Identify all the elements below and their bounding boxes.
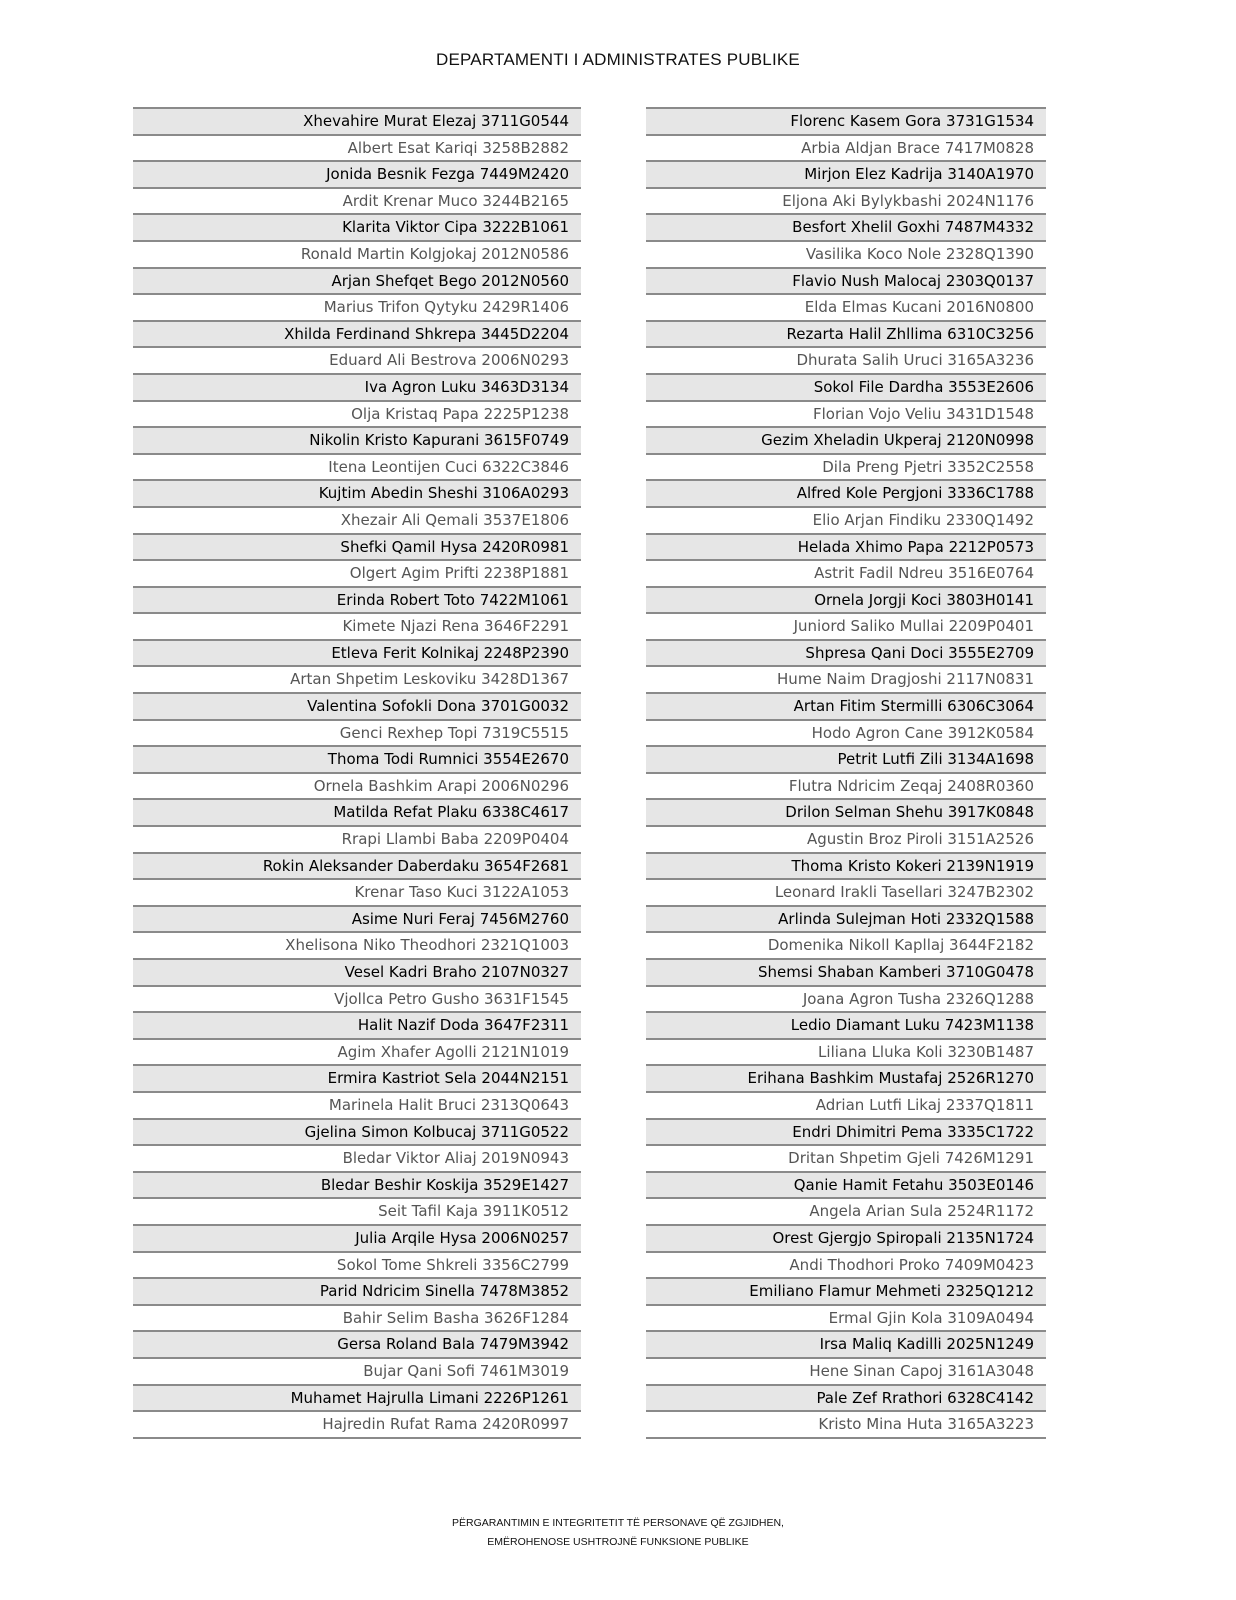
- list-item: Kristo Mina Huta 3165A3223: [646, 1410, 1046, 1437]
- list-item: Xhezair Ali Qemali 3537E1806: [133, 506, 581, 533]
- footer: [0, 1514, 1236, 1552]
- list-item: Genci Rexhep Topi 7319C5515: [133, 719, 581, 746]
- list-item: Dhurata Salih Uruci 3165A3236: [646, 346, 1046, 373]
- list-item: Drilon Selman Shehu 3917K0848: [646, 798, 1046, 825]
- list-item: Vasilika Koco Nole 2328Q1390: [646, 240, 1046, 267]
- list-item: Artan Shpetim Leskoviku 3428D1367: [133, 665, 581, 692]
- list-item: Elda Elmas Kucani 2016N0800: [646, 293, 1046, 320]
- footer-line-2: EMËROHENOSE USHTROJNË FUNKSIONE PUBLIKE: [487, 1536, 749, 1548]
- list-item: Dritan Shpetim Gjeli 7426M1291: [646, 1144, 1046, 1171]
- list-item: Olgert Agim Prifti 2238P1881: [133, 559, 581, 586]
- list-item: Hodo Agron Cane 3912K0584: [646, 719, 1046, 746]
- list-item: Ermal Gjin Kola 3109A0494: [646, 1304, 1046, 1331]
- list-item: Thoma Kristo Kokeri 2139N1919: [646, 852, 1046, 879]
- list-item: Qanie Hamit Fetahu 3503E0146: [646, 1171, 1046, 1198]
- list-item: Kimete Njazi Rena 3646F2291: [133, 612, 581, 639]
- list-item: Leonard Irakli Tasellari 3247B2302: [646, 878, 1046, 905]
- list-item: Rrapi Llambi Baba 2209P0404: [133, 825, 581, 852]
- list-item: Agustin Broz Piroli 3151A2526: [646, 825, 1046, 852]
- list-item: Erihana Bashkim Mustafaj 2526R1270: [646, 1064, 1046, 1091]
- list-item: Klarita Viktor Cipa 3222B1061: [133, 213, 581, 240]
- list-item: Elio Arjan Findiku 2330Q1492: [646, 506, 1046, 533]
- list-item: Vesel Kadri Braho 2107N0327: [133, 958, 581, 985]
- list-item: Valentina Sofokli Dona 3701G0032: [133, 692, 581, 719]
- list-item: Marinela Halit Bruci 2313Q0643: [133, 1091, 581, 1118]
- list-item: Hene Sinan Capoj 3161A3048: [646, 1357, 1046, 1384]
- list-item: Flavio Nush Malocaj 2303Q0137: [646, 267, 1046, 294]
- list-item: Gersa Roland Bala 7479M3942: [133, 1330, 581, 1357]
- list-item: Xhelisona Niko Theodhori 2321Q1003: [133, 931, 581, 958]
- list-item: Domenika Nikoll Kapllaj 3644F2182: [646, 931, 1046, 958]
- list-item: Eduard Ali Bestrova 2006N0293: [133, 346, 581, 373]
- list-item: Ermira Kastriot Sela 2044N2151: [133, 1064, 581, 1091]
- column-bottom-rule: [646, 1437, 1046, 1439]
- column-bottom-rule: [133, 1437, 581, 1439]
- list-item: Ornela Bashkim Arapi 2006N0296: [133, 772, 581, 799]
- list-item: Shefki Qamil Hysa 2420R0981: [133, 533, 581, 560]
- list-item: Olja Kristaq Papa 2225P1238: [133, 400, 581, 427]
- footer-line-1: PËRGARANTIMIN E INTEGRITETIT TË PERSONAVE QË ZGJIDHEN,: [452, 1517, 784, 1529]
- list-item: Krenar Taso Kuci 3122A1053: [133, 878, 581, 905]
- list-item: Gezim Xheladin Ukperaj 2120N0998: [646, 426, 1046, 453]
- list-item: Joana Agron Tusha 2326Q1288: [646, 985, 1046, 1012]
- list-item: Endri Dhimitri Pema 3335C1722: [646, 1118, 1046, 1145]
- list-item: Thoma Todi Rumnici 3554E2670: [133, 745, 581, 772]
- list-item: Iva Agron Luku 3463D3134: [133, 373, 581, 400]
- list-item: Arjan Shefqet Bego 2012N0560: [133, 267, 581, 294]
- list-item: Vjollca Petro Gusho 3631F1545: [133, 985, 581, 1012]
- list-item: Helada Xhimo Papa 2212P0573: [646, 533, 1046, 560]
- list-item: Shemsi Shaban Kamberi 3710G0478: [646, 958, 1046, 985]
- list-item: Pale Zef Rrathori 6328C4142: [646, 1384, 1046, 1411]
- list-item: Andi Thodhori Proko 7409M0423: [646, 1251, 1046, 1278]
- list-item: Ornela Jorgji Koci 3803H0141: [646, 586, 1046, 613]
- list-item: Erinda Robert Toto 7422M1061: [133, 586, 581, 613]
- list-item: Ronald Martin Kolgjokaj 2012N0586: [133, 240, 581, 267]
- list-item: Julia Arqile Hysa 2006N0257: [133, 1224, 581, 1251]
- list-item: Parid Ndricim Sinella 7478M3852: [133, 1277, 581, 1304]
- list-item: Eljona Aki Bylykbashi 2024N1176: [646, 187, 1046, 214]
- page-title: DEPARTAMENTI I ADMINISTRATES PUBLIKE: [436, 50, 800, 69]
- list-item: Orest Gjergjo Spiropali 2135N1724: [646, 1224, 1046, 1251]
- list-item: Adrian Lutfi Likaj 2337Q1811: [646, 1091, 1046, 1118]
- list-item: Asime Nuri Feraj 7456M2760: [133, 905, 581, 932]
- list-item: Seit Tafil Kaja 3911K0512: [133, 1197, 581, 1224]
- list-item: Bledar Beshir Koskija 3529E1427: [133, 1171, 581, 1198]
- list-item: Dila Preng Pjetri 3352C2558: [646, 453, 1046, 480]
- list-item: Besfort Xhelil Goxhi 7487M4332: [646, 213, 1046, 240]
- list-item: Jonida Besnik Fezga 7449M2420: [133, 160, 581, 187]
- list-item: Florenc Kasem Gora 3731G1534: [646, 107, 1046, 134]
- list-item: Emiliano Flamur Mehmeti 2325Q1212: [646, 1277, 1046, 1304]
- list-item: Kujtim Abedin Sheshi 3106A0293: [133, 479, 581, 506]
- list-item: Itena Leontijen Cuci 6322C3846: [133, 453, 581, 480]
- list-item: Bujar Qani Sofi 7461M3019: [133, 1357, 581, 1384]
- list-item: Rokin Aleksander Daberdaku 3654F2681: [133, 852, 581, 879]
- list-item: Arlinda Sulejman Hoti 2332Q1588: [646, 905, 1046, 932]
- list-item: Petrit Lutfi Zili 3134A1698: [646, 745, 1046, 772]
- list-item: Albert Esat Kariqi 3258B2882: [133, 134, 581, 161]
- list-item: Halit Nazif Doda 3647F2311: [133, 1011, 581, 1038]
- list-item: Xhevahire Murat Elezaj 3711G0544: [133, 107, 581, 134]
- list-item: Angela Arian Sula 2524R1172: [646, 1197, 1046, 1224]
- list-item: Sokol Tome Shkreli 3356C2799: [133, 1251, 581, 1278]
- left-name-column: [133, 107, 581, 1439]
- list-item: Sokol File Dardha 3553E2606: [646, 373, 1046, 400]
- list-item: Flutra Ndricim Zeqaj 2408R0360: [646, 772, 1046, 799]
- list-item: Shpresa Qani Doci 3555E2709: [646, 639, 1046, 666]
- list-item: Etleva Ferit Kolnikaj 2248P2390: [133, 639, 581, 666]
- list-item: Gjelina Simon Kolbucaj 3711G0522: [133, 1118, 581, 1145]
- list-item: Arbia Aldjan Brace 7417M0828: [646, 134, 1046, 161]
- list-item: Hajredin Rufat Rama 2420R0997: [133, 1410, 581, 1437]
- list-item: Rezarta Halil Zhllima 6310C3256: [646, 320, 1046, 347]
- list-item: Xhilda Ferdinand Shkrepa 3445D2204: [133, 320, 581, 347]
- list-item: Juniord Saliko Mullai 2209P0401: [646, 612, 1046, 639]
- list-item: Bahir Selim Basha 3626F1284: [133, 1304, 581, 1331]
- list-item: Irsa Maliq Kadilli 2025N1249: [646, 1330, 1046, 1357]
- list-item: Marius Trifon Qytyku 2429R1406: [133, 293, 581, 320]
- list-item: Alfred Kole Pergjoni 3336C1788: [646, 479, 1046, 506]
- list-item: Hume Naim Dragjoshi 2117N0831: [646, 665, 1046, 692]
- list-item: Artan Fitim Stermilli 6306C3064: [646, 692, 1046, 719]
- list-item: Mirjon Elez Kadrija 3140A1970: [646, 160, 1046, 187]
- list-item: Matilda Refat Plaku 6338C4617: [133, 798, 581, 825]
- list-item: Ardit Krenar Muco 3244B2165: [133, 187, 581, 214]
- list-item: Liliana Lluka Koli 3230B1487: [646, 1038, 1046, 1065]
- list-item: Astrit Fadil Ndreu 3516E0764: [646, 559, 1046, 586]
- list-item: Bledar Viktor Aliaj 2019N0943: [133, 1144, 581, 1171]
- list-item: Muhamet Hajrulla Limani 2226P1261: [133, 1384, 581, 1411]
- list-item: Nikolin Kristo Kapurani 3615F0749: [133, 426, 581, 453]
- list-item: Ledio Diamant Luku 7423M1138: [646, 1011, 1046, 1038]
- list-item: Florian Vojo Veliu 3431D1548: [646, 400, 1046, 427]
- right-name-column: [646, 107, 1046, 1439]
- list-item: Agim Xhafer Agolli 2121N1019: [133, 1038, 581, 1065]
